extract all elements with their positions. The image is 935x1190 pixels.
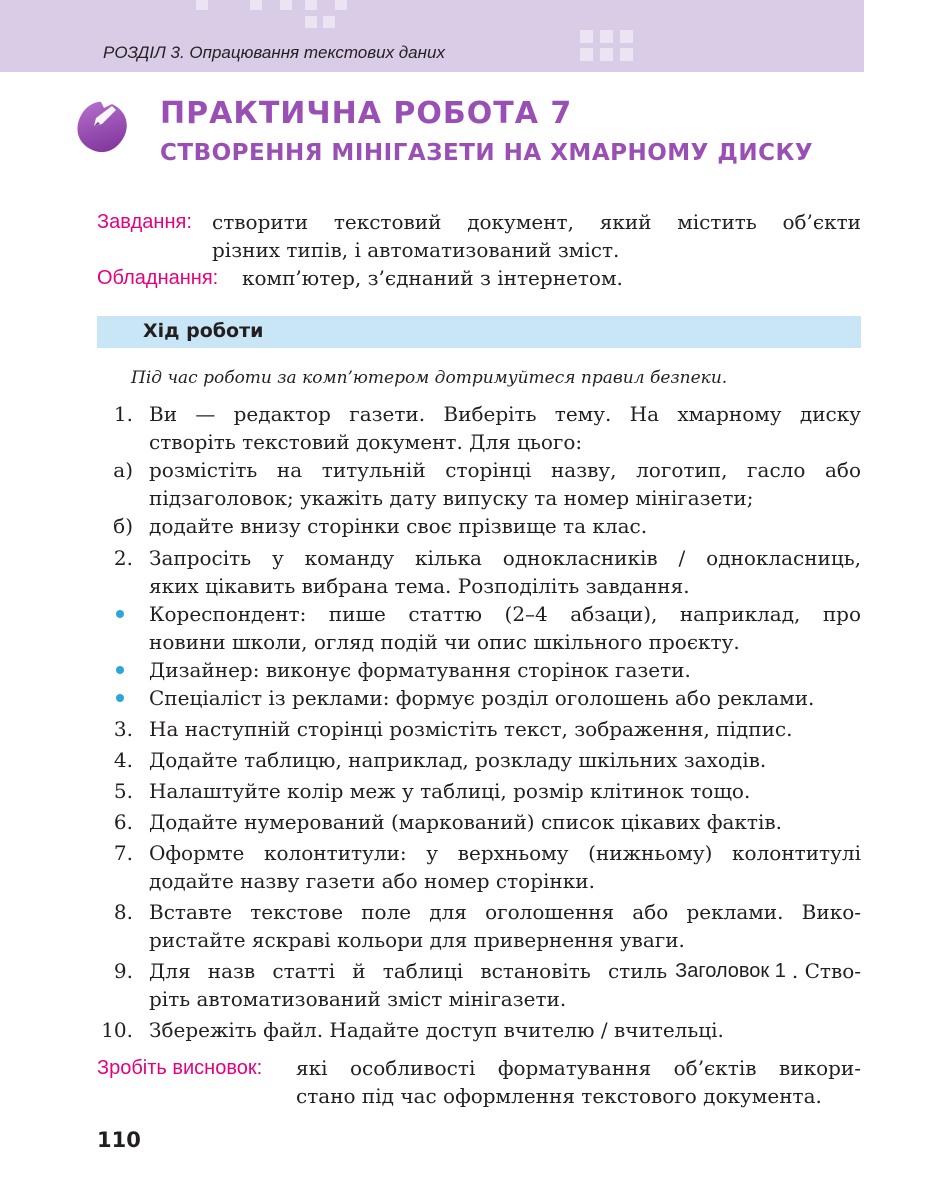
- step-number: 7.: [113, 841, 133, 865]
- task-text-line1: створити текстовий документ, який містить об’єкти: [212, 210, 861, 234]
- bullet-text: Кореспондент: пише статтю (2–4 абзаци), наприклад, про: [149, 602, 861, 626]
- page-number: 110: [97, 1128, 141, 1152]
- substep-marker: б): [113, 514, 133, 538]
- equipment-text: комп’ютер, з’єднаний з інтернетом.: [242, 266, 623, 290]
- decor-square: [620, 30, 633, 43]
- substep-marker: а): [113, 458, 133, 482]
- conclusion-text-line1: які особливості форматування об’єктів викори-: [296, 1056, 861, 1080]
- step-text: На наступній сторінці розмістіть текст, зображення, підпис.: [149, 717, 793, 741]
- bullet-dot-icon: [116, 610, 124, 618]
- mouse-pencil-icon: [76, 96, 128, 154]
- step-number: 1.: [113, 402, 133, 426]
- step-number: 8.: [113, 900, 133, 924]
- step-text: підзаголовок; укажіть дату випуску та номер мінігазети;: [149, 486, 754, 510]
- decor-square: [305, 16, 317, 28]
- step-text: Додайте нумерований (маркований) список цікавих фактів.: [149, 810, 782, 834]
- step-number: 2.: [113, 546, 133, 570]
- safety-note: Під час роботи за комп’ютером дотримуйтеся правил безпеки.: [131, 368, 728, 388]
- decor-square: [280, 0, 292, 10]
- decor-square: [600, 48, 613, 61]
- equipment-label: Обладнання:: [97, 267, 219, 289]
- decor-square: [580, 48, 593, 61]
- step-text: яких цікавить вибрана тема. Розподіліть завдання.: [149, 574, 690, 598]
- decor-square: [600, 30, 613, 43]
- conclusion-text-line2: стано під час оформлення текстового документа.: [296, 1084, 822, 1108]
- section-title: Хід роботи: [143, 320, 264, 342]
- step-number: 4.: [113, 748, 133, 772]
- step-text: додайте назву газети або номер сторінки.: [149, 869, 595, 893]
- decor-square: [196, 0, 208, 10]
- task-text-line2: різних типів, і автоматизований зміст.: [212, 238, 620, 262]
- step-number: 6.: [113, 810, 133, 834]
- step-text: Запросіть у команду кілька однокласників / однокласниць,: [149, 546, 861, 570]
- step-text: ріть автоматизований зміст мінігазети.: [149, 987, 567, 1011]
- step-text: Збережіть файл. Надайте доступ вчителю / вчительці.: [149, 1018, 724, 1042]
- bullet-dot-icon: [116, 694, 124, 702]
- style-name: Заголовок 1: [675, 960, 786, 982]
- step-text: Оформте колонтитули: у верхньому (нижньому) колонтитулі: [149, 841, 861, 865]
- task-label: Завдання:: [97, 211, 192, 233]
- decor-square: [620, 48, 633, 61]
- step-number: 10.: [101, 1018, 133, 1042]
- step-text: Налаштуйте колір меж у таблиці, розмір клітинок тощо.: [149, 779, 751, 803]
- practical-work-title: ПРАКТИЧНА РОБОТА 7: [160, 96, 573, 131]
- step-text: Ви — редактор газети. Виберіть тему. На хмарному диску: [149, 402, 861, 426]
- step-text-part: . Ство-: [791, 959, 861, 983]
- step-text-part: Для назв статті й таблиці встановіть стиль: [149, 959, 668, 983]
- step-text: створіть текстовий документ. Для цього:: [149, 430, 583, 454]
- step-text: Вставте текстове поле для оголошення або реклами. Вико-: [149, 900, 861, 924]
- step-text: ристайте яскраві кольори для привернення уваги.: [149, 928, 685, 952]
- decor-square: [250, 0, 262, 10]
- chapter-title: РОЗДІЛ 3. Опрацювання текстових даних: [103, 43, 445, 62]
- step-text: розмістіть на титульній сторінці назву, логотип, гасло або: [149, 458, 861, 482]
- decor-square: [335, 0, 347, 10]
- decor-square: [580, 30, 593, 43]
- bullet-text: Спеціаліст із реклами: формує розділ оголошень або реклами.: [149, 686, 815, 710]
- step-text: додайте внизу сторінки своє прізвище та клас.: [149, 514, 648, 538]
- conclusion-label: Зробіть висновок:: [97, 1057, 263, 1079]
- bullet-dot-icon: [116, 666, 124, 674]
- decor-square: [323, 16, 335, 28]
- step-number: 5.: [113, 779, 133, 803]
- step-text: [149, 957, 861, 985]
- bullet-text: Дизайнер: виконує форматування сторінок газети.: [149, 658, 691, 682]
- step-number: 9.: [113, 959, 133, 983]
- step-number: 3.: [113, 717, 133, 741]
- practical-work-subtitle: СТВОРЕННЯ МІНІГАЗЕТИ НА ХМАРНОМУ ДИСКУ: [160, 140, 814, 166]
- step-text: Додайте таблицю, наприклад, розкладу шкільних заходів.: [149, 748, 767, 772]
- decor-square: [305, 0, 317, 10]
- bullet-text: новини школи, огляд подій чи опис шкільного проєкту.: [149, 630, 740, 654]
